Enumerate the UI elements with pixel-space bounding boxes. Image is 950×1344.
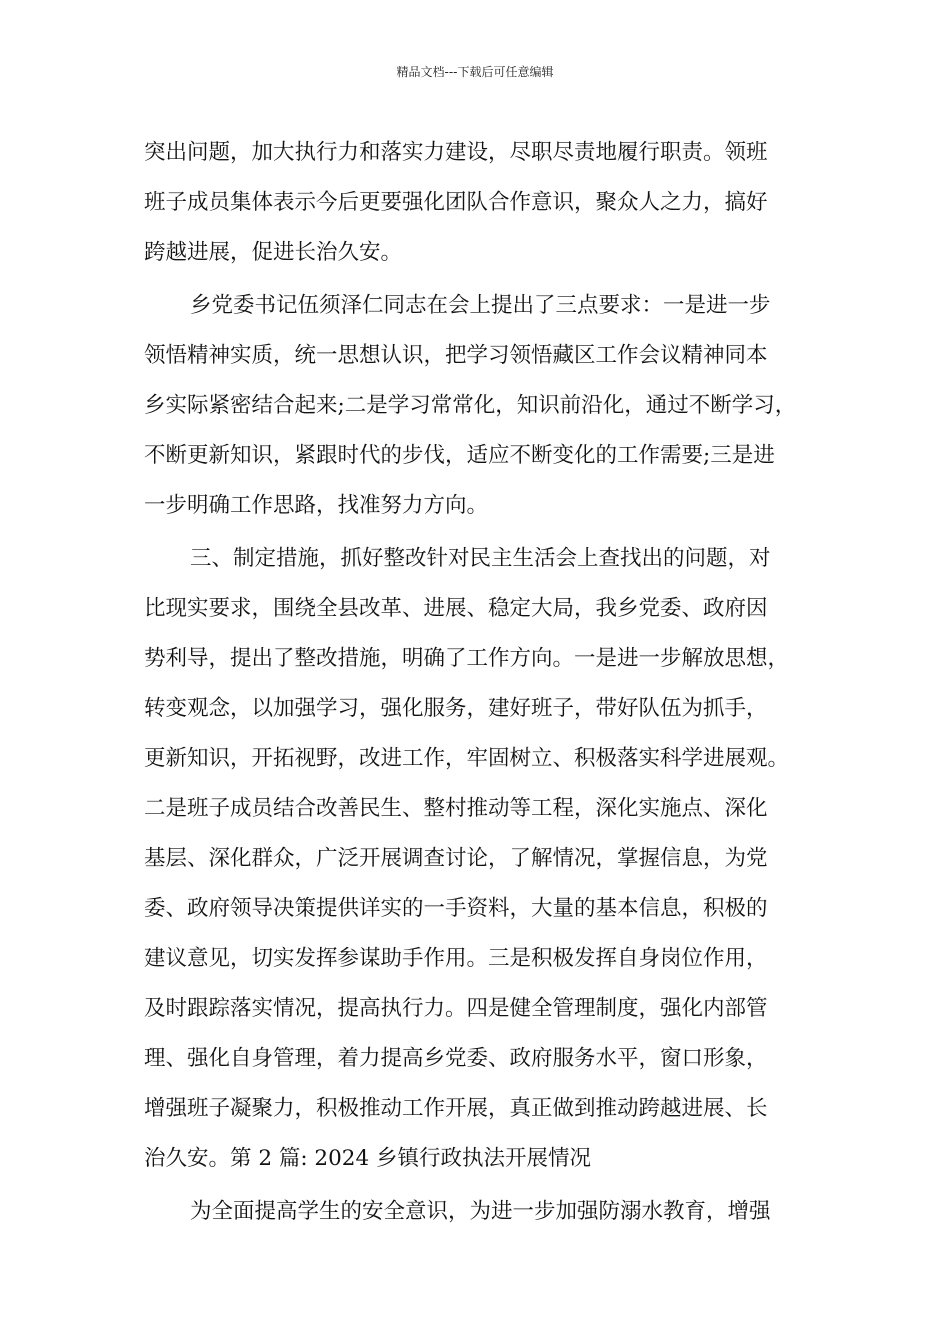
text-line: 领悟精神实质，统一思想认识，把学习领悟藏区工作会议精神同本: [144, 343, 768, 368]
text-line: 不断更新知识，紧跟时代的步伐，适应不断变化的工作需要;三是进: [144, 443, 775, 468]
text-line: 突出问题，加大执行力和落实力建设，尽职尽责地履行职责。领班: [144, 140, 768, 165]
text-line: 跨越进展，促进长治久安。: [144, 240, 403, 265]
paragraph-4: [144, 1187, 814, 1237]
text-line: 二是班子成员结合改善民生、整村推动等工程，深化实施点、深化: [144, 796, 768, 821]
paragraph-3: [144, 534, 814, 1184]
text-line: 基层、深化群众，广泛开展调查讨论，了解情况，掌握信息，为党: [144, 846, 768, 871]
page-header: 精品文档---下载后可任意编辑: [396, 65, 554, 79]
text-line: 增强班子凝聚力，积极推动工作开展，真正做到推动跨越进展、长: [144, 1096, 768, 1121]
text-line: 一步明确工作思路，找准努力方向。: [144, 493, 489, 518]
paragraph-1: [144, 128, 814, 278]
text-line: 班子成员集体表示今后更要强化团队合作意识，聚众人之力，搞好: [144, 190, 768, 215]
text-line: 三、制定措施，抓好整改针对民主生活会上查找出的问题，对: [190, 546, 771, 571]
text-line: 转变观念，以加强学习，强化服务，建好班子，带好队伍为抓手，: [144, 696, 768, 721]
text-line: 更新知识，开拓视野，改进工作，牢固树立、积极落实科学进展观。: [144, 746, 790, 771]
text-line: 乡实际紧密结合起来;二是学习常常化，知识前沿化，通过不断学习，: [144, 393, 797, 418]
text-line: 委、政府领导决策提供详实的一手资料，大量的基本信息，积极的: [144, 896, 768, 921]
text-line: 为全面提高学生的安全意识，为进一步加强防溺水教育，增强: [190, 1199, 771, 1224]
paragraph-2: [144, 281, 814, 531]
text-line: 治久安。第 2 篇: 2024 乡镇行政执法开展情况: [144, 1146, 591, 1171]
document-body: [144, 128, 814, 1237]
text-line: 建议意见，切实发挥参谋助手作用。三是积极发挥自身岗位作用，: [144, 946, 768, 971]
text-line: 乡党委书记伍须泽仁同志在会上提出了三点要求：一是进一步: [190, 293, 771, 318]
text-line: 及时跟踪落实情况，提高执行力。四是健全管理制度，强化内部管: [144, 996, 768, 1021]
text-line: 比现实要求，围绕全县改革、进展、稳定大局，我乡党委、政府因: [144, 596, 768, 621]
text-line: 理、强化自身管理，着力提高乡党委、政府服务水平，窗口形象，: [144, 1046, 768, 1071]
text-line: 势利导，提出了整改措施，明确了工作方向。一是进一步解放思想，: [144, 646, 790, 671]
